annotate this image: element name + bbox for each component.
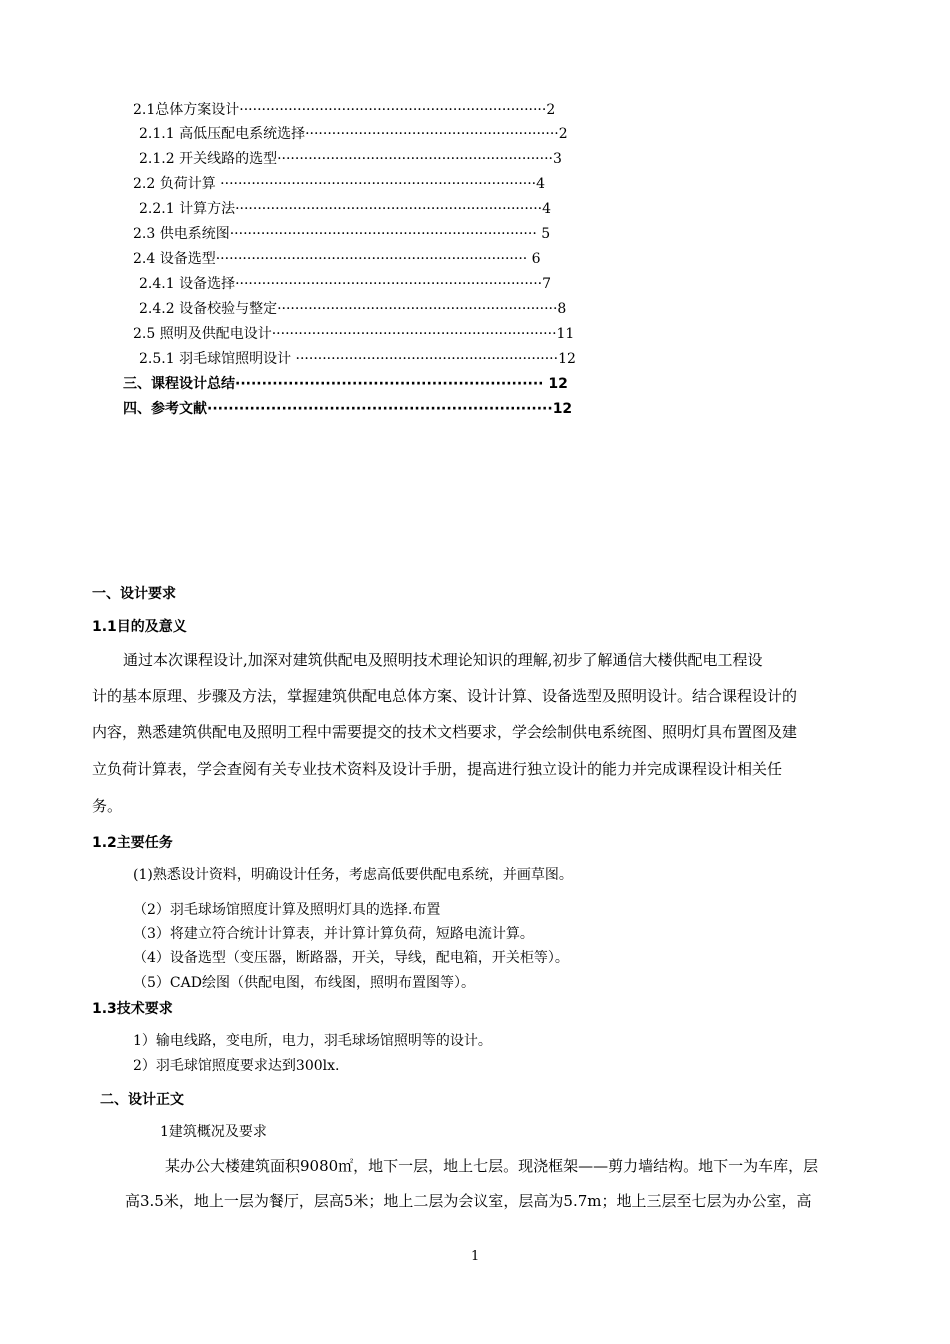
purpose-line-4: 立负荷计算表，学会查阅有关专业技术资料及设计手册，提高进行独立设计的能力并完成课程设计相关任: [92, 760, 783, 778]
toc-entry-2-1-2: 2.1.2 开关线路的选型······························································3: [139, 151, 562, 167]
toc-entry-2-4-2: 2.4.2 设备校验与整定·······························································8: [139, 301, 567, 317]
purpose-line-3: 内容，熟悉建筑供配电及照明工程中需要提交的技术文档要求，学会绘制供电系统图、照明灯具布置图及建: [92, 723, 798, 741]
heading-main-tasks: 1.2主要任务: [92, 835, 173, 851]
toc-entry-2-4-1: 2.4.1 设备选择·····································································7: [139, 276, 552, 292]
toc-entry-2-2-1: 2.2.1 计算方法·····································································4: [139, 201, 552, 217]
tech-item: 2）羽毛球馆照度要求达到300lx.: [133, 1058, 340, 1074]
toc-entry-2-5: 2.5 照明及供配电设计································································11: [133, 326, 575, 342]
task-item: （4）设备选型（变压器，断路器，开关，导线，配电箱，开关柜等）。: [133, 950, 569, 966]
page-number: 1: [471, 1249, 480, 1264]
toc-entry-2-1-1: 2.1.1 高低压配电系统选择·························································2: [139, 126, 568, 142]
building-line-1: 某办公大楼建筑面积9080㎡，地下一层，地上七层。现浇框架——剪力墙结构。地下一为车库，层: [165, 1157, 819, 1175]
toc-entry-2-2: 2.2 负荷计算 ·······································································4: [133, 176, 546, 192]
task-item: (1)熟悉设计资料，明确设计任务，考虑高低要供配电系统，并画草图。: [133, 867, 573, 883]
heading-purpose: 1.1目的及意义: [92, 619, 187, 635]
purpose-line-5: 务。: [92, 797, 123, 815]
purpose-line-1: 通过本次课程设计,加深对建筑供配电及照明技术理论知识的理解,初步了解通信大楼供配电工程设: [123, 651, 763, 669]
toc-entry-2-4: 2.4 设备选型······································································ 6: [133, 251, 541, 267]
toc-entry-2-5-1: 2.5.1 羽毛球馆照明设计 ···························································12: [139, 351, 576, 367]
heading-tech-requirements: 1.3技术要求: [92, 1001, 173, 1017]
heading-design-body: 二、设计正文: [100, 1092, 184, 1108]
task-item: （2）羽毛球场馆照度计算及照明灯具的选择.布置: [133, 902, 441, 918]
task-item: （5）CAD绘图（供配电图，布线图，照明布置图等）。: [133, 975, 475, 991]
toc-entry-3: 三、课程设计总结·························································· 12: [123, 376, 568, 392]
toc-entry-2-3: 2.3 供电系统图····································································· 5: [133, 226, 551, 242]
task-item: （3）将建立符合统计计算表，并计算计算负荷，短路电流计算。: [133, 926, 534, 942]
toc-entry-2-1: 2.1总体方案设计·····································································2: [133, 102, 556, 118]
heading-building-overview: 1建筑概况及要求: [160, 1124, 267, 1140]
heading-design-requirements: 一、设计要求: [92, 586, 176, 602]
tech-item: 1）输电线路，变电所，电力，羽毛球场馆照明等的设计。: [133, 1033, 492, 1049]
building-line-2: 高3.5米，地上一层为餐厅，层高5米；地上二层为会议室，层高为5.7m；地上三层至七层为办公室，高: [125, 1192, 812, 1210]
purpose-line-2: 计的基本原理、步骤及方法，掌握建筑供配电总体方案、设计计算、设备选型及照明设计。结合课程设计的: [92, 687, 798, 705]
toc-entry-4: 四、参考文献·································································12: [123, 401, 573, 417]
